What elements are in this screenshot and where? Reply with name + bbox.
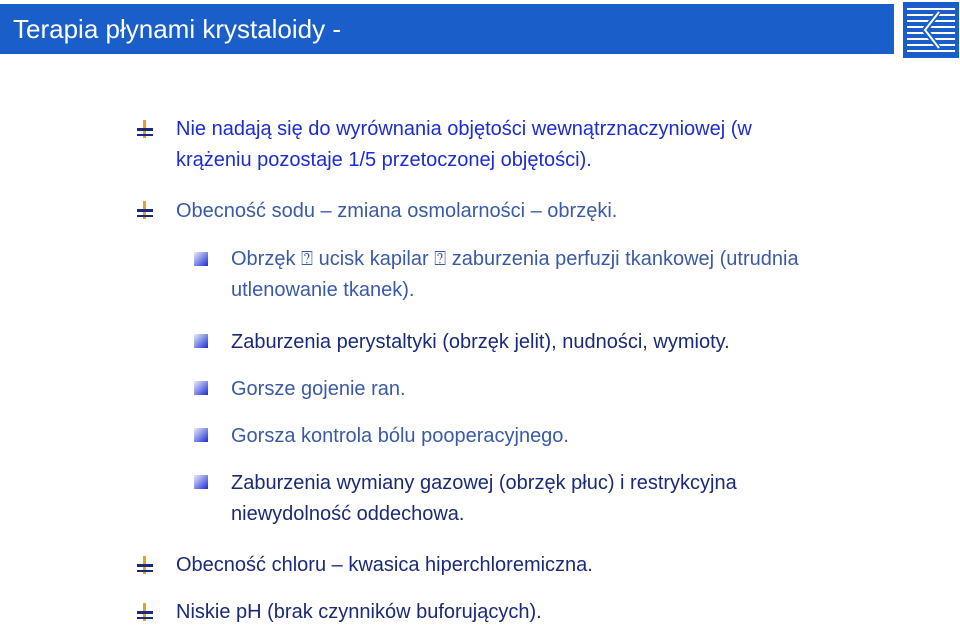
bullet-text [231,327,730,358]
square-bullet-icon [194,381,208,395]
bullet-line: Obecność sodu – zmiana osmolarności – obrzęki. [176,200,618,222]
bullet-text [176,114,752,176]
bullet-marker-icon [137,603,153,621]
bullet-marker-icon [137,201,153,219]
bullet-line: Niskie pH (brak czynników buforujących). [176,601,542,623]
bullet-marker-icon [137,556,153,574]
bullet-text [176,196,617,227]
square-bullet-icon [194,334,208,348]
bullet-line: Gorsza kontrola bólu pooperacyjnego. [231,425,569,447]
bullet-text [231,468,737,530]
bullet-line: utlenowanie tkanek). [231,279,415,301]
square-bullet-icon [194,475,208,489]
bullet-line: Gorsze gojenie ran. [231,378,406,400]
bullet-text [231,244,799,306]
bullet-line: Nie nadają się do wyrównania objętości wewnątrznaczyniowej (w [176,118,752,140]
bullet-marker-icon [137,120,153,138]
bullet-text [231,374,406,405]
bullet-text [231,421,569,452]
bullet-line: Obrzęk ⍰ ucisk kapilar ⍰ zaburzenia perfuzji tkankowej (utrudnia [231,248,799,270]
bullet-line: Zaburzenia wymiany gazowej (obrzęk płuc) i restrykcyjna [231,472,737,494]
bullet-line: Obecność chloru – kwasica hiperchloremiczna. [176,554,593,576]
square-bullet-icon [194,252,208,266]
bullet-line: niewydolność oddechowa. [231,503,465,525]
bullet-line: Zaburzenia perystaltyki (obrzęk jelit), nudności, wymioty. [231,331,730,353]
bullet-text [176,550,593,581]
bullet-text [176,597,542,628]
square-bullet-icon [194,428,208,442]
bullet-line: krążeniu pozostaje 1/5 przetoczonej objętości). [176,149,592,171]
slide-title: Terapia płynami krystaloidy - [13,14,342,44]
